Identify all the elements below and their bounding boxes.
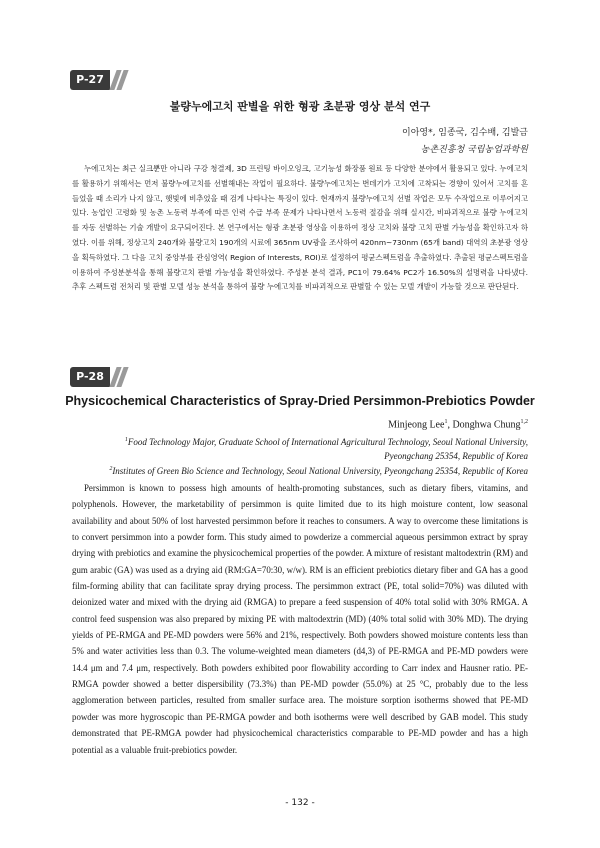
affiliation-mark: 2 [109, 466, 113, 473]
abstract-body: Persimmon is known to possess high amounts of health-promoting substances, such as dietary fibers, vitamins, and polyphenols. However, the marketability of persimmon is quite limited due to its high moisture content, low seasonal availability and about 50% of lost harvested persimmon before it reaches to consumers. A way to overcome these limitations is to convert persimmon into a powder form. This study aimed to powderize a commercial aqueous persimmon extract by spray drying with prebiotics and examine the physicochemical properties of the powder. A mixture of resistant maltodextrin (RM) and gum arabic (GA) was used as a drying aid (RM:GA=70:30, w/w). RM is an efficient prebiotics dietary fiber and GA has a good film-forming ability that can facilitate spray drying process. The persimmon extract (PE, total solid=70%) was diluted with deionized water and mixed with the drying aid (RMGA) to prepare a feed suspension of 40% total solid with 30% RMGA. A control feed suspension was also prepared by mixing PE with maltodextrin (MD) (40% total solid with 30% MD). The drying yields of PE-RMGA and PE-MD powders were 56% and 21%, respectively. Both powders showed moisture contents less than 5% and water activities less than 0.3. The volume-weighted mean diameters (d4,3) of PE-RMGA and PE-MD powders were 14.4 μm and 7.4 μm, respectively. Both powders exhibited poor flowability according to Carr index and Hausner ratio. PE-RMGA powder showed a better dispersibility (73.3%) than PE-MD powder (55.0%) at 25 °C, probably due to the less agglomeration between particles, resulted from smaller surface area. The moisture sorption isotherms showed that PE-MD powder was more hygroscopic than PE-RMGA powder and both isotherms were well described by GAB model. This study demonstrated that PE-RMGA powder had physicochemical characteristics comparable to PE-MD powder and has a high potential as a valuable fruit-prebiotics powder. [72, 483, 528, 755]
page-number: - 132 - [285, 798, 315, 808]
abstract-id: P-28 [70, 367, 110, 387]
abstract-id: P-27 [70, 70, 110, 90]
affiliation [72, 434, 528, 479]
author-list [388, 419, 528, 430]
affiliation-line: Institutes of Green Bio Science and Technology, Seoul National University, Pyeongchang 25354, Republic of Korea [112, 466, 528, 477]
abstract-badge [70, 70, 126, 90]
abstract-title: 불량누에고치 판별을 위한 형광 초분광 영상 분석 연구 [169, 100, 431, 113]
abstract-badge [70, 367, 126, 387]
affiliation-line: Pyeongchang 25354, Republic of Korea [384, 450, 528, 461]
affiliation-line: Food Technology Major, Graduate School of International Agricultural Technology, Seoul National University, [127, 437, 528, 447]
author-separator: , [447, 419, 453, 431]
abstract-body: 누에고치는 최근 실크뿐만 아니라 구강 청결제, 3D 프린팅 바이오잉크, 고기능성 화장품 원료 등 다양한 분야에서 활용되고 있다. 누에고치를 활용하기 위해서는 먼저 불량누에고치를 선별해내는 작업이 필요하다. 불량누에고치는 번데기가 고치에 고착되는 경향이 있어서 고치를 흔들었을 때 소리가 나지 않고, 햇빛에 비추었을 때 검게 나타나는 특징이 있다. 현재까지 불량누에고치 선별 작업은 모두 수작업으로 이루어지고 있다. 농업인 고령화 및 농촌 노동력 부족에 따른 인력 수급 부족 문제가 나타나면서 노동력 절감을 위해 실시간, 비파괴적으로 불량 누에고치를 자동 선별하는 기술 개발이 요구되어진다. 본 연구에서는 형광 초분광 영상을 이용하여 정상 고치와 불량 고치 판별 가능성을 확인하고자 하였다. 이를 위해, 정상고치 240개와 불량고치 190개의 시료에 365nm UV광을 조사하여 420nm~730nm (65개 band) 대역의 초분광 영상을 획득하였다. 그 다음 고치 중앙부를 관심영역( Region of Interests, ROI)로 설정하여 평균스펙트럼을 추출하였다. 추출된 평균스펙트럼을 이용하여 주성분분석을 통해 불량고치 판별 가능성을 확인하였다. 주성분 분석 결과, PC1이 79.64% PC2가 16.50%의 설명력을 나타냈다. 추후 스펙트럼 전처리 및 판별 모델 성능 분석을 통하여 불량 누에고치를 비파괴적으로 판별할 수 있는 모델 개발이 가능할 것으로 판단된다. [72, 164, 528, 292]
abstract-title: Physicochemical Characteristics of Spray-Dried Persimmon-Prebiotics Powder [65, 394, 535, 408]
author-name: Donghwa Chung [452, 419, 521, 431]
affiliation: 농촌진흥청 국립농업과학원 [420, 145, 528, 155]
author-affiliation-mark: 1 [444, 419, 448, 425]
author-name: Minjeong Lee [388, 419, 445, 431]
author-list: 이아영*, 임종국, 김수배, 김발금 [402, 128, 528, 138]
author-affiliation-mark: 1,2 [520, 419, 528, 425]
affiliation-mark: 1 [124, 437, 128, 443]
